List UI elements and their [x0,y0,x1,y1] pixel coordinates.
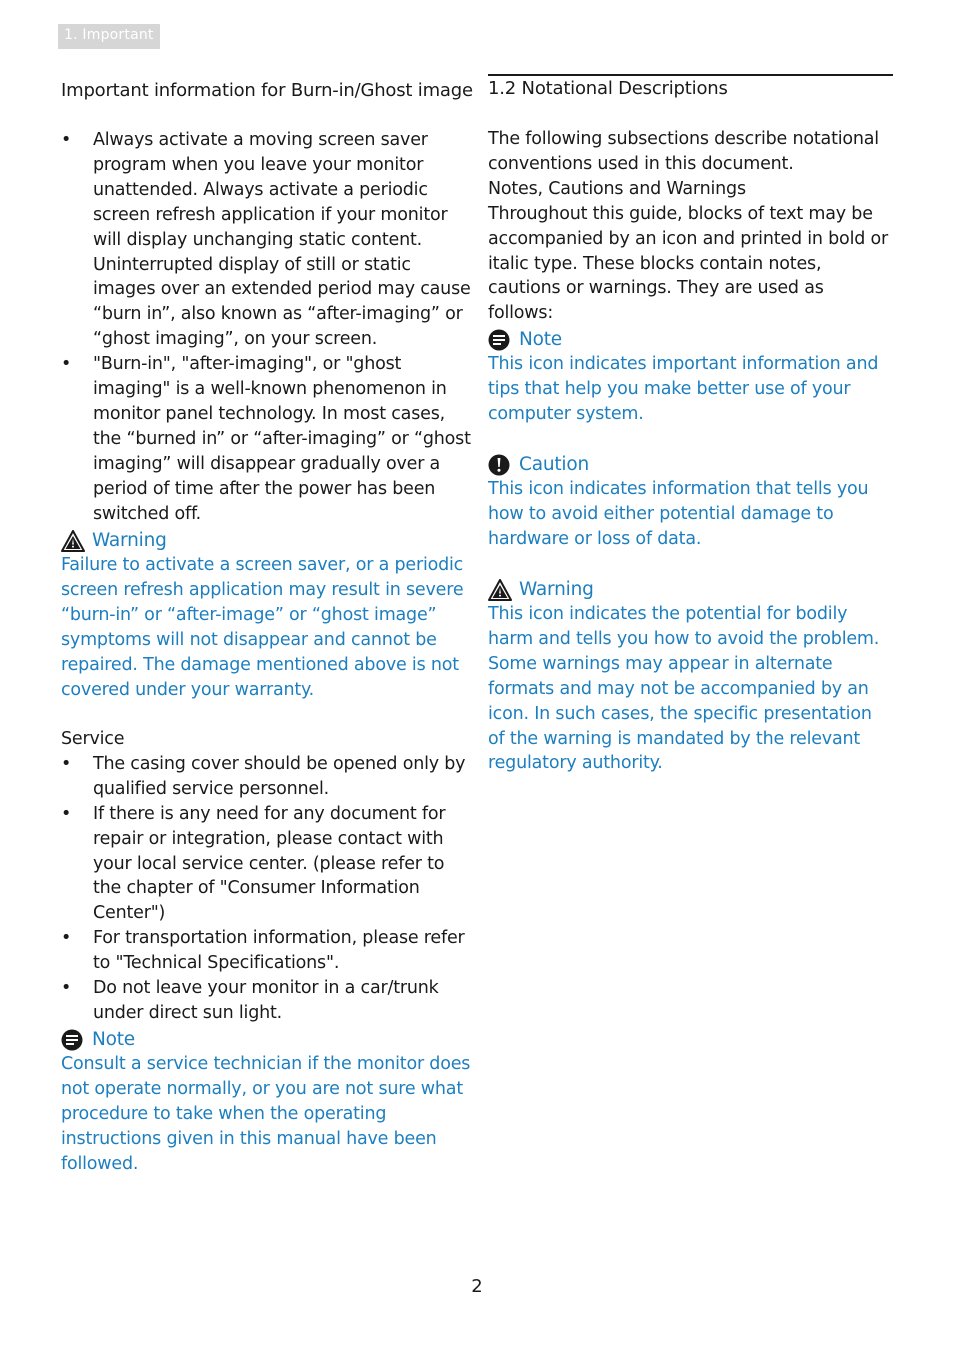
caution-header [488,452,893,477]
note-title: Note [92,1029,135,1050]
note-title: Note [519,329,562,350]
burn-in-list [61,128,471,527]
caution-title: Caution [519,454,590,475]
note-block [61,1027,471,1177]
intro-subheading: Notes, Cautions and Warnings [488,178,746,199]
section-heading: 1.2 Notational Descriptions [488,78,728,99]
note-icon [61,1029,85,1051]
warning-header [488,577,893,602]
note-icon [488,329,512,351]
section-tab: 1. Important [58,24,160,49]
warning-title: Warning [519,579,594,600]
warning-icon [488,579,512,601]
list-item: • Do not leave your monitor in a car/trunk under direct sun light. [61,976,471,1026]
caution-text: This icon indicates information that tells you how to avoid either potential damage to hardware or loss of data. [488,479,869,549]
intro-paragraph: The following subsections describe notational conventions used in this document. [488,129,879,174]
warning-block [61,528,471,702]
list-item: • "Burn-in", "after-imaging", or "ghost imaging" is a well-known phenomenon in monitor panel technology. In most cases, the “burned in” or “after-imaging” or “ghost imaging” will disappear gradually over a period of time after the power has been switched off. [61,352,471,526]
note-header [488,327,893,352]
burn-in-heading: Important information for Burn-in/Ghost image [61,80,473,101]
warning-block [488,577,893,776]
note-header [61,1027,471,1052]
warning-paragraph: This icon indicates the potential for bodily harm and tells you how to avoid the problem. [488,604,880,649]
note-text: Consult a service technician if the monitor does not operate normally, or you are not sure what procedure to take when the operating instructions given in this manual have been followed. [61,1054,471,1174]
warning-icon [61,530,85,552]
warning-text: Failure to activate a screen saver, or a periodic screen refresh application may result in severe “burn-in” or “after-image” or “ghost image” symptoms will not disappear and cannot be repaired. The damage mentioned above is not covered under your warranty. [61,555,464,700]
caution-block [488,452,893,552]
service-heading: Service [61,729,125,749]
page-number: 2 [471,1276,483,1297]
intro-text [488,127,893,326]
service-block [61,727,471,1026]
caution-icon [488,454,512,476]
warning-text [488,602,893,776]
list-item: • For transportation information, please refer to "Technical Specifications". [61,926,471,976]
list-item: • The casing cover should be opened only by qualified service personnel. [61,752,471,802]
note-block [488,327,893,427]
section-rule [488,74,893,76]
warning-header [61,528,471,553]
list-item: • Always activate a moving screen saver program when you leave your monitor unattended. Always activate a periodic screen refresh application if your monitor will display unchanging static content. Uninterrupted display of still or static images over an extended period may cause “burn in”, also known as “after-imaging” or “ghost imaging”, on your screen. [61,128,471,352]
warning-title: Warning [92,530,167,551]
intro-paragraph: Throughout this guide, blocks of text may be accompanied by an icon and printed in bold or italic type. These blocks contain notes, cautions or warnings. They are used as follows: [488,203,889,324]
note-text: This icon indicates important information and tips that help you make better use of your computer system. [488,354,879,424]
list-item: • If there is any need for any document for repair or integration, please contact with your local service center. (please refer to the chapter of "Consumer Information Center") [61,802,471,927]
warning-paragraph: Some warnings may appear in alternate formats and may not be accompanied by an icon. In such cases, the specific presentation of the warning is mandated by the relevant regulatory authority. [488,653,872,774]
